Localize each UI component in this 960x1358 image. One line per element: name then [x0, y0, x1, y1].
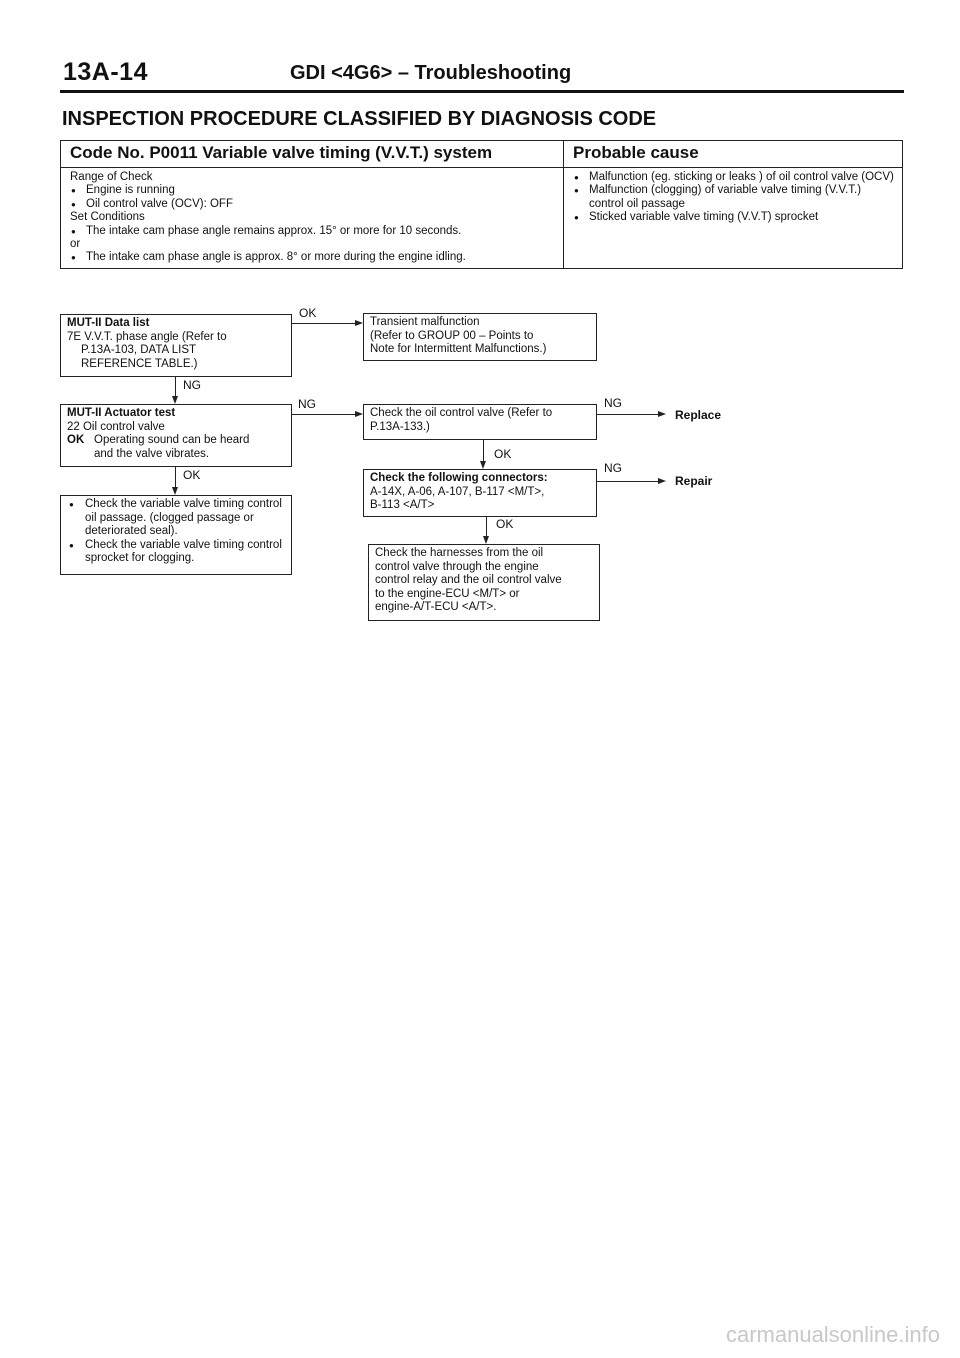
condition-item: ● Oil control valve (OCV): OFF: [70, 198, 560, 211]
check-harness-line: Check the harnesses from the oil: [375, 547, 544, 559]
check-connectors-box: [363, 469, 597, 517]
ok-condition-key: OK: [67, 434, 85, 446]
arrow-right-icon: [658, 411, 666, 417]
cause-item: ● Malfunction (clogging) of variable valve timing (V.V.T.) control oil passage: [573, 184, 898, 211]
flow-connector: [292, 414, 355, 415]
step-actuator-test-line: 22 Oil control valve: [67, 420, 165, 433]
condition-item: ● The intake cam phase angle remains approx. 15° or more for 10 seconds.: [70, 225, 560, 238]
arrow-right-icon: [658, 478, 666, 484]
transient-line: (Refer to GROUP 00 – Points to: [370, 329, 534, 342]
cause-list: [573, 171, 898, 225]
code-title: Code No. P0011 Variable valve timing (V.V.T.) system: [70, 143, 493, 162]
check-ocv-line: P.13A-133.): [370, 420, 430, 433]
flow-connector: [597, 414, 658, 415]
arrow-down-icon: [483, 536, 489, 544]
step-data-list-line: 7E V.V.T. phase angle (Refer to: [67, 330, 227, 343]
check-harness-line: engine-A/T-ECU <A/T>.: [375, 601, 497, 613]
arrow-right-icon: [355, 411, 363, 417]
result-replace: Replace: [675, 408, 722, 422]
flow-connector: [292, 323, 355, 324]
cause-item: ● Sticked variable valve timing (V.V.T) sprocket: [573, 211, 898, 224]
flow-label-ng: NG: [298, 397, 316, 411]
flow-connector: [597, 481, 658, 482]
header-rule: [60, 90, 904, 93]
transient-line: Note for Intermittent Malfunctions.): [370, 343, 547, 355]
arrow-right-icon: [355, 320, 363, 326]
flow-label-ok: OK: [496, 517, 514, 531]
page-number: 13A-14: [63, 58, 148, 86]
watermark: carmanualsonline.info: [725, 1322, 940, 1347]
flow-connector: [483, 440, 484, 461]
arrow-down-icon: [172, 487, 178, 495]
flow-label-ok: OK: [183, 468, 201, 482]
check-oil-passage-box: [60, 495, 292, 575]
check-item: ● Check the variable valve timing control oil passage. (clogged passage or deteriorated seal).: [67, 498, 285, 539]
flow-label-ng: NG: [604, 396, 622, 410]
check-harness-box: [368, 544, 600, 621]
check-ocv-line: Check the oil control valve (Refer to: [370, 407, 553, 419]
condition-heading: Set Conditions: [70, 211, 145, 224]
condition-item: ● Engine is running: [70, 184, 560, 197]
flow-label-ok: OK: [299, 306, 317, 320]
ok-condition-text: and the valve vibrates.: [94, 447, 210, 460]
arrow-down-icon: [480, 461, 486, 469]
arrow-down-icon: [172, 396, 178, 404]
check-connectors-line: A-14X, A-06, A-107, B-117 <M/T>,: [370, 485, 545, 498]
condition-heading: Range of Check: [70, 171, 153, 183]
step-data-list-line: REFERENCE TABLE.): [81, 357, 198, 370]
step-actuator-test-box: [60, 404, 292, 467]
cause-item: ● Malfunction (eg. sticking or leaks ) of oil control valve (OCV): [573, 171, 898, 184]
check-item: ● Check the variable valve timing control sprocket for clogging.: [67, 539, 285, 566]
step-data-list-box: [60, 314, 292, 377]
flow-label-ng: NG: [604, 461, 622, 475]
check-connectors-line: B-113 <A/T>: [370, 499, 435, 511]
diagnosis-code-table: [60, 140, 903, 269]
flow-connector: [175, 467, 176, 487]
check-ocv-box: [363, 404, 597, 440]
transient-malfunction-box: [363, 313, 597, 361]
check-connectors-title: Check the following connectors:: [370, 472, 548, 484]
step-data-list-title: MUT-II Data list: [67, 317, 150, 329]
table-header-divider: [61, 167, 902, 168]
result-repair: Repair: [675, 474, 713, 488]
flow-connector: [486, 517, 487, 536]
check-harness-line: control valve through the engine: [375, 560, 539, 573]
header-title: GDI <4G6> – Troubleshooting: [290, 62, 572, 84]
flow-label-ng: NG: [183, 378, 201, 392]
flow-connector: [175, 377, 176, 396]
step-actuator-test-title: MUT-II Actuator test: [67, 407, 176, 419]
condition-connector: or: [70, 238, 81, 251]
ok-condition-text: Operating sound can be heard: [94, 434, 250, 446]
check-harness-line: to the engine-ECU <M/T> or: [375, 587, 520, 600]
conditions-list: [70, 171, 560, 265]
step-data-list-line: P.13A-103, DATA LIST: [81, 344, 197, 356]
probable-cause-title: Probable cause: [573, 143, 699, 162]
flow-label-ok: OK: [494, 447, 512, 461]
transient-line: Transient malfunction: [370, 316, 480, 328]
table-column-divider: [563, 141, 564, 268]
condition-item: ● The intake cam phase angle is approx. 8° or more during the engine idling.: [70, 251, 560, 264]
check-harness-line: control relay and the oil control valve: [375, 574, 562, 586]
section-title: INSPECTION PROCEDURE CLASSIFIED BY DIAGNOSIS CODE: [62, 108, 657, 130]
